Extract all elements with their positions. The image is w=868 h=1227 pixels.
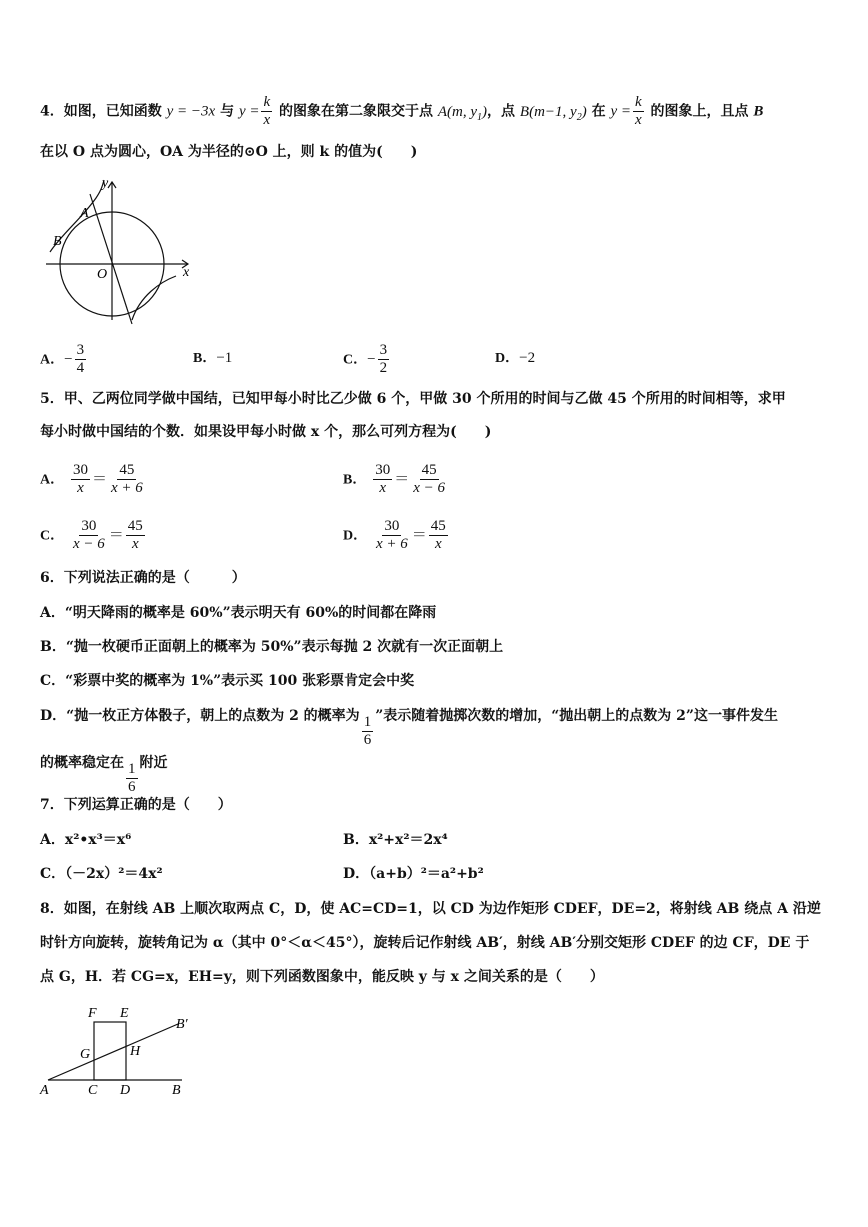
q4-text-b: 与	[220, 103, 235, 120]
q8-label-g: G	[80, 1047, 91, 1062]
q4-text-a: 4．如图，已知函数	[40, 103, 162, 120]
q4-text-g: B	[753, 103, 764, 120]
q4-text-e: 在	[591, 103, 606, 120]
q7-stem: 7．下列运算正确的是（ ）	[40, 797, 232, 813]
q4-text-d: ，点	[487, 103, 516, 120]
q8-line2: 时针方向旋转，旋转角记为 α（其中 0°＜α＜45°），旋转后记作射线 AB′，射线 AB′分别交矩形 CDEF 的边 CF，DE 于	[40, 935, 810, 951]
q4-figure-circle-graph	[40, 170, 200, 330]
q4-point-b: B(m−1, $y_2$)	[519, 103, 587, 123]
q8-label-h: H	[130, 1044, 141, 1059]
q4-label-b: B	[53, 234, 62, 249]
q4-eq-inverse: y =	[238, 103, 260, 120]
q4-frac-k-over-x: $\frac{k}{x}$	[263, 94, 271, 128]
q4-frac-k-over-x-2: $\frac{k}{x}$	[634, 94, 642, 128]
q5-option-d[interactable]: D． $\frac{30}{x + 6}$ ＝ $\frac{45}{x}$	[343, 518, 446, 552]
q4-label-o: O	[97, 267, 108, 282]
q4-option-a[interactable]: A．− $\frac{3}{4}$	[40, 342, 85, 376]
q8-label-d: D	[120, 1083, 131, 1098]
q6-option-d[interactable]: D．“抛一枚正方体骰子，朝上的点数为 2 的概率为 $\frac{1}{6}$ ”表示随着抛掷次数的增加，“抛出朝上的点数为 2”这一事件发生	[40, 708, 778, 748]
q8-label-b-prime: B′	[176, 1017, 188, 1032]
q4-option-c[interactable]: C．− $\frac{3}{2}$	[343, 342, 388, 376]
q8-label-a: A	[40, 1083, 49, 1098]
q5-line1: 5．甲、乙两位同学做中国结，已知甲每小时比乙少做 6 个，甲做 30 个所用的时间与乙做 45 个所用的时间相等，求甲	[40, 391, 786, 407]
q5-option-a[interactable]: A． $\frac{30}{x}$ ＝ $\frac{45}{x + 6}$	[40, 462, 143, 496]
q4-option-d[interactable]: D．−2	[495, 350, 536, 366]
q4-eq-inverse-2: y =	[610, 103, 631, 120]
q4-text-c: 的图象在第二象限交于点	[279, 103, 434, 120]
q5-option-b[interactable]: B． $\frac{30}{x}$ ＝ $\frac{45}{x - 6}$	[343, 462, 446, 496]
q7-option-b[interactable]: B．x²+x²＝2x⁴	[343, 832, 448, 848]
q4-line1	[40, 94, 763, 129]
q8-figure-rectangle-ray	[36, 1000, 206, 1100]
q7-option-d[interactable]: D．（a+b）²＝a²+b²	[343, 866, 484, 882]
q6-option-d-line2: 的概率稳定在 $\frac{1}{6}$ 附近	[40, 755, 168, 795]
q5-line2: 每小时做中国结的个数．如果设甲每小时做 x 个，那么可列方程为( )	[40, 424, 492, 440]
q7-option-a[interactable]: A．x²•x³＝x⁶	[40, 832, 132, 848]
q4-label-a: A	[80, 206, 89, 221]
q4-label-x: x	[183, 265, 190, 280]
q4-option-b[interactable]: B．−1	[193, 350, 233, 366]
q8-label-f: F	[88, 1006, 97, 1021]
q8-label-e: E	[120, 1006, 129, 1021]
q4-point-a: A(m, $y_1$)	[437, 103, 488, 123]
q6-option-b[interactable]: B．“抛一枚硬币正面朝上的概率为 50%”表示每抛 2 次就有一次正面朝上	[40, 639, 504, 655]
q8-line3: 点 G，H．若 CG=x，EH=y，则下列函数图象中，能反映 y 与 x 之间关系的是（ ）	[40, 969, 604, 985]
q4-text-f: 的图象上，且点	[650, 103, 749, 120]
q4-label-y: y	[102, 176, 109, 191]
q6-option-a[interactable]: A．“明天降雨的概率是 60%”表示明天有 60%的时间都在降雨	[40, 605, 437, 621]
q8-label-c: C	[88, 1083, 98, 1098]
q6-stem: 6．下列说法正确的是（ ）	[40, 570, 246, 586]
q4-eq-linear: y = −3x	[166, 103, 216, 120]
q6-option-c[interactable]: C．“彩票中奖的概率为 1%”表示买 100 张彩票肯定会中奖	[40, 673, 415, 689]
q5-option-c[interactable]: C． $\frac{30}{x - 6}$ ＝ $\frac{45}{x}$	[40, 518, 143, 552]
q7-option-c[interactable]: C．（－2x）²＝4x²	[40, 866, 163, 882]
q8-line1: 8．如图，在射线 AB 上顺次取两点 C，D，使 AC=CD=1，以 CD 为边作矩形 CDEF，DE=2，将射线 AB 绕点 A 沿逆	[40, 901, 821, 917]
q8-label-b: B	[172, 1083, 181, 1098]
q4-line2: 在以 O 点为圆心，OA 为半径的⊙O 上，则 k 的值为( )	[40, 144, 418, 160]
